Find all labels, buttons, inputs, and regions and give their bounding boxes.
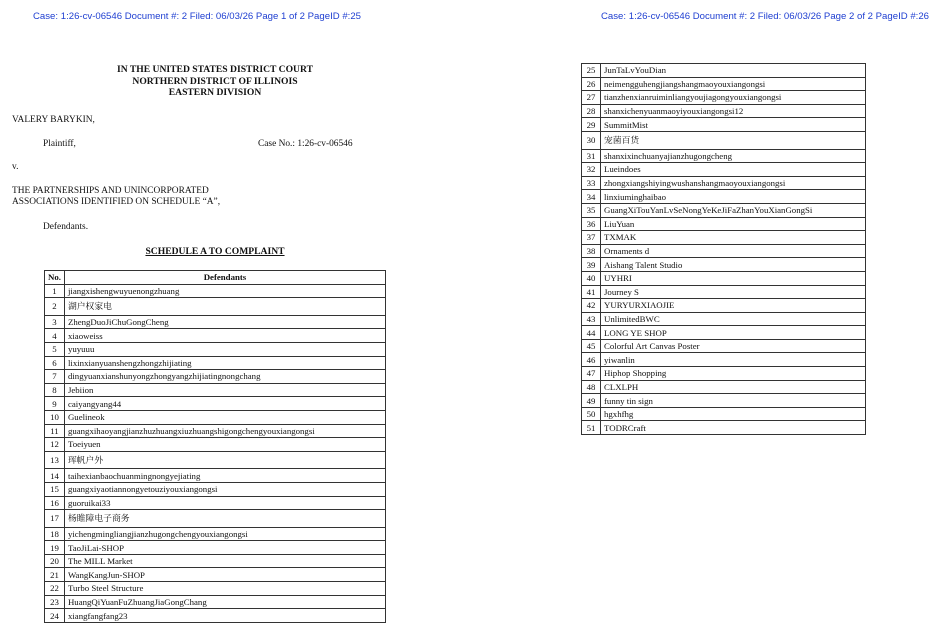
versus: v. <box>12 162 19 172</box>
defendant-number: 48 <box>582 380 601 394</box>
defendant-number: 40 <box>582 271 601 285</box>
table-row <box>45 496 386 510</box>
defendant-number: 9 <box>45 397 65 411</box>
defendant-name: UnlimitedBWC <box>601 312 866 326</box>
defendant-name: 湖户权家电 <box>64 298 385 316</box>
defendant-number: 17 <box>45 510 65 528</box>
table-row <box>582 118 866 132</box>
defendant-number: 45 <box>582 339 601 353</box>
defendant-number: 16 <box>45 496 65 510</box>
defendants-label: Defendants. <box>43 222 89 232</box>
defendant-name: LiuYuan <box>601 217 866 231</box>
defendant-name: zhongxiangshiyingwushanshangmaoyouxiangongsi <box>601 176 866 190</box>
table-row <box>45 527 386 541</box>
schedule-title: SCHEDULE A TO COMPLAINT <box>145 246 285 257</box>
defendant-name: GuangXiTouYanLvSeNongYeKeJiFaZhanYouXianGongSi <box>601 203 866 217</box>
defendant-name: YURYURXIAOJIE <box>601 299 866 313</box>
defendant-number: 49 <box>582 394 601 408</box>
defendant-number: 22 <box>45 582 65 596</box>
defendant-number: 44 <box>582 326 601 340</box>
table-row <box>45 582 386 596</box>
defendant-number: 6 <box>45 356 65 370</box>
defendant-name: jiangxishengwuyuenongzhuang <box>64 284 385 298</box>
table-row <box>45 315 386 329</box>
table-row <box>45 397 386 411</box>
defendant-name: The MILL Market <box>64 554 385 568</box>
defendant-name: TODRCraft <box>601 421 866 435</box>
defendant-number: 18 <box>45 527 65 541</box>
table-header-row <box>45 271 386 285</box>
defendant-number: 11 <box>45 424 65 438</box>
defendant-name: JunTaLvYouDian <box>601 64 866 78</box>
table-row <box>582 299 866 313</box>
table-row <box>582 203 866 217</box>
defendant-number: 41 <box>582 285 601 299</box>
defendant-number: 8 <box>45 383 65 397</box>
table-row <box>582 231 866 245</box>
defendant-name: 宠菌百货 <box>601 131 866 149</box>
defendant-number: 38 <box>582 244 601 258</box>
defendant-name: Lueindoes <box>601 163 866 177</box>
defendant-number: 36 <box>582 217 601 231</box>
court-name: IN THE UNITED STATES DISTRICT COURT <box>117 64 313 75</box>
table-row <box>582 244 866 258</box>
court-district: NORTHERN DISTRICT OF ILLINOIS <box>132 75 298 87</box>
defendant-number: 34 <box>582 190 601 204</box>
table-row <box>45 370 386 384</box>
defendant-name: HuangQiYuanFuZhuangJiaGongChang <box>64 595 385 609</box>
table-row <box>582 131 866 149</box>
table-row <box>45 356 386 370</box>
defendant-name: TXMAK <box>601 231 866 245</box>
filing-header: Case: 1:26-cv-06546 Document #: 2 Filed: 06/03/26 Page 2 of 2 PageID #:26 <box>601 11 929 22</box>
defendant-name: Aishang Talent Studio <box>601 258 866 272</box>
defendant-name: lixinxianyuanshengzhongzhijiating <box>64 356 385 370</box>
defendant-number: 51 <box>582 421 601 435</box>
column-header-defendants: Defendants <box>64 271 385 285</box>
table-row <box>582 353 866 367</box>
table-row <box>582 367 866 381</box>
table-row <box>582 421 866 435</box>
defendant-number: 28 <box>582 104 601 118</box>
defendant-name: neimengguhengjiangshangmaoyouxiangongsi <box>601 77 866 91</box>
defendant-number: 31 <box>582 149 601 163</box>
table-row <box>582 312 866 326</box>
table-row <box>582 285 866 299</box>
table-row <box>45 609 386 623</box>
table-row <box>45 410 386 424</box>
court-division: EASTERN DIVISION <box>168 87 262 99</box>
defendant-name: caiyangyang44 <box>64 397 385 411</box>
defendant-number: 27 <box>582 91 601 105</box>
defendant-number: 2 <box>45 298 65 316</box>
defendant-name: xiangfangfang23 <box>64 609 385 623</box>
defendant-name: Hiphop Shopping <box>601 367 866 381</box>
table-row <box>582 326 866 340</box>
defendant-number: 33 <box>582 176 601 190</box>
defendant-name: yuyuuu <box>64 342 385 356</box>
defendant-number: 10 <box>45 410 65 424</box>
filing-header: Case: 1:26-cv-06546 Document #: 2 Filed: 06/03/26 Page 1 of 2 PageID #:25 <box>33 11 361 22</box>
defendant-name: tianzhenxianruiminliangyoujiagongyouxiangongsi <box>601 91 866 105</box>
table-row <box>45 541 386 555</box>
defendant-number: 35 <box>582 203 601 217</box>
defendant-name: hgxhfhg <box>601 407 866 421</box>
defendant-number: 12 <box>45 438 65 452</box>
defendant-number: 20 <box>45 554 65 568</box>
defendant-name: Jebiion <box>64 383 385 397</box>
defendants-line-1: THE PARTNERSHIPS AND UNINCORPORATED <box>12 186 209 196</box>
defendant-name: Colorful Art Canvas Poster <box>601 339 866 353</box>
table-row <box>582 380 866 394</box>
table-row <box>582 64 866 78</box>
plaintiff-name: VALERY BARYKIN, <box>12 115 95 125</box>
table-row <box>45 451 386 469</box>
defendant-name: CLXLPH <box>601 380 866 394</box>
defendant-name: LONG YE SHOP <box>601 326 866 340</box>
table-row <box>582 217 866 231</box>
defendant-name: shanxixinchuanyajianzhugongcheng <box>601 149 866 163</box>
defendant-name: funny tin sign <box>601 394 866 408</box>
defendant-number: 32 <box>582 163 601 177</box>
table-row <box>582 407 866 421</box>
table-row <box>582 77 866 91</box>
table-row <box>45 554 386 568</box>
defendant-number: 1 <box>45 284 65 298</box>
defendant-number: 19 <box>45 541 65 555</box>
defendant-number: 5 <box>45 342 65 356</box>
table-row <box>45 329 386 343</box>
defendant-number: 13 <box>45 451 65 469</box>
table-row <box>45 510 386 528</box>
table-row <box>45 383 386 397</box>
plaintiff-label: Plaintiff, <box>43 139 76 149</box>
defendant-number: 23 <box>45 595 65 609</box>
defendant-name: Journey S <box>601 285 866 299</box>
table-row <box>45 424 386 438</box>
defendant-name: taihexianbaochuanmingnongyejiating <box>64 469 385 483</box>
defendant-name: Toeiyuen <box>64 438 385 452</box>
defendant-name: guangxiyaotiannongyetouziyouxiangongsi <box>64 482 385 496</box>
defendant-number: 25 <box>582 64 601 78</box>
table-row <box>45 342 386 356</box>
table-row <box>45 595 386 609</box>
column-header-no: No. <box>45 271 65 285</box>
defendant-number: 24 <box>45 609 65 623</box>
table-row <box>582 190 866 204</box>
defendant-name: 珲帆户外 <box>64 451 385 469</box>
table-row <box>45 284 386 298</box>
table-row <box>582 91 866 105</box>
defendant-number: 14 <box>45 469 65 483</box>
defendant-name: TaoJiLai-SHOP <box>64 541 385 555</box>
case-number: Case No.: 1:26-cv-06546 <box>258 139 353 149</box>
defendant-name: dingyuanxianshunyongzhongyangzhijiatingnongchang <box>64 370 385 384</box>
defendant-number: 50 <box>582 407 601 421</box>
defendant-number: 26 <box>582 77 601 91</box>
defendant-number: 42 <box>582 299 601 313</box>
defendant-number: 3 <box>45 315 65 329</box>
defendant-name: guangxihaoyangjianzhuzhuangxiuzhuangshigongchengyouxiangongsi <box>64 424 385 438</box>
defendant-number: 15 <box>45 482 65 496</box>
defendant-name: guoruikai33 <box>64 496 385 510</box>
defendant-name: linxiuminghaibao <box>601 190 866 204</box>
table-row <box>45 482 386 496</box>
table-row <box>582 163 866 177</box>
defendant-number: 29 <box>582 118 601 132</box>
defendant-number: 4 <box>45 329 65 343</box>
table-row <box>45 568 386 582</box>
table-row <box>582 104 866 118</box>
table-row <box>45 469 386 483</box>
table-row <box>45 438 386 452</box>
table-row <box>582 176 866 190</box>
table-row <box>582 149 866 163</box>
table-row <box>582 271 866 285</box>
defendants-line-2: ASSOCIATIONS IDENTIFIED ON SCHEDULE “A”, <box>12 197 221 207</box>
court-caption <box>0 64 430 99</box>
defendant-number: 39 <box>582 258 601 272</box>
defendant-name: 杨睢障电子商务 <box>64 510 385 528</box>
table-row <box>582 258 866 272</box>
defendant-number: 37 <box>582 231 601 245</box>
defendants-table-page-2 <box>581 63 866 435</box>
defendant-number: 43 <box>582 312 601 326</box>
defendant-name: ZhengDuoJiChuGongCheng <box>64 315 385 329</box>
defendant-name: WangKangJun-SHOP <box>64 568 385 582</box>
defendant-name: shanxichenyuanmaoyiyouxiangongsi12 <box>601 104 866 118</box>
table-row <box>582 339 866 353</box>
defendant-name: yiwanlin <box>601 353 866 367</box>
defendant-name: UYHRI <box>601 271 866 285</box>
defendants-table-page-1 <box>44 270 386 623</box>
defendant-name: Guelineok <box>64 410 385 424</box>
defendant-name: SummitMist <box>601 118 866 132</box>
defendant-number: 7 <box>45 370 65 384</box>
table-row <box>45 298 386 316</box>
defendant-number: 46 <box>582 353 601 367</box>
defendant-name: xiaoweiss <box>64 329 385 343</box>
table-row <box>582 394 866 408</box>
defendant-number: 30 <box>582 131 601 149</box>
defendant-number: 21 <box>45 568 65 582</box>
defendant-name: Ornaments d <box>601 244 866 258</box>
defendant-name: yichengmingliangjianzhugongchengyouxiangongsi <box>64 527 385 541</box>
defendant-number: 47 <box>582 367 601 381</box>
defendant-name: Turbo Steel Structure <box>64 582 385 596</box>
